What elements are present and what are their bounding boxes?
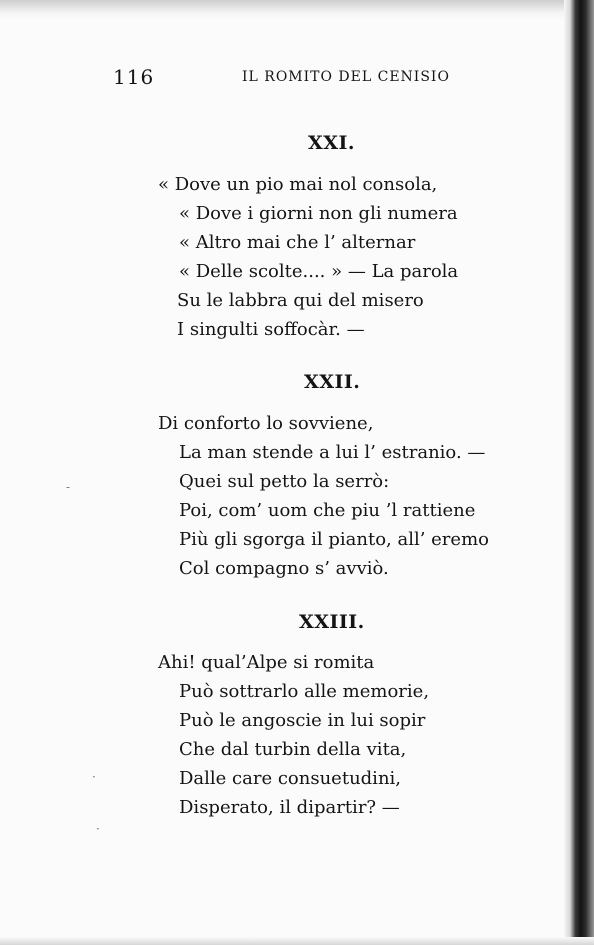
stanza-title: XXI. xyxy=(308,132,355,154)
verse-line: I singulti soffocàr. — xyxy=(177,319,365,340)
page-top-edge xyxy=(0,0,594,20)
page-header xyxy=(113,65,553,91)
verse-line: « Altro mai che l’ alternar xyxy=(179,232,416,253)
page-number: 116 xyxy=(113,65,155,89)
verse-line: Più gli sgorga il pianto, all’ eremo xyxy=(179,529,489,550)
page-bottom-edge xyxy=(0,937,594,945)
book-binding-edge xyxy=(564,0,594,945)
verse-line: Disperato, il dipartir? — xyxy=(179,797,400,818)
verse-line: Può le angoscie in lui sopir xyxy=(179,710,426,731)
verse-line: « Delle scolte.... » — La parola xyxy=(179,261,459,282)
verse-line: Quei sul petto la serrò: xyxy=(179,471,390,492)
verse-line: Poi, com’ uom che piu ’l rattiene xyxy=(179,500,476,521)
running-title: IL ROMITO DEL CENISIO xyxy=(242,69,450,85)
ink-speck: - xyxy=(66,480,71,494)
verse-line: « Dove un pio mai nol consola, xyxy=(158,174,438,195)
verse-line: Di conforto lo sovviene, xyxy=(158,413,374,434)
verse-line: Che dal turbin della vita, xyxy=(179,739,407,760)
verse-line: Col compagno s’ avviò. xyxy=(179,558,389,579)
ink-speck: · xyxy=(92,770,96,784)
verse-line: « Dove i giorni non gli numera xyxy=(179,203,458,224)
verse-line: Su le labbra qui del misero xyxy=(177,290,424,311)
verse-line: Dalle care consuetudini, xyxy=(179,768,402,789)
verse-line: Può sottrarlo alle memorie, xyxy=(179,681,430,702)
stanza-title: XXIII. xyxy=(299,611,365,633)
ink-speck: · xyxy=(96,822,100,836)
stanza-title: XXII. xyxy=(304,371,361,393)
verse-line: La man stende a lui l’ estranio. — xyxy=(179,442,486,463)
verse-line: Ahi! qual’Alpe si romita xyxy=(158,652,375,673)
